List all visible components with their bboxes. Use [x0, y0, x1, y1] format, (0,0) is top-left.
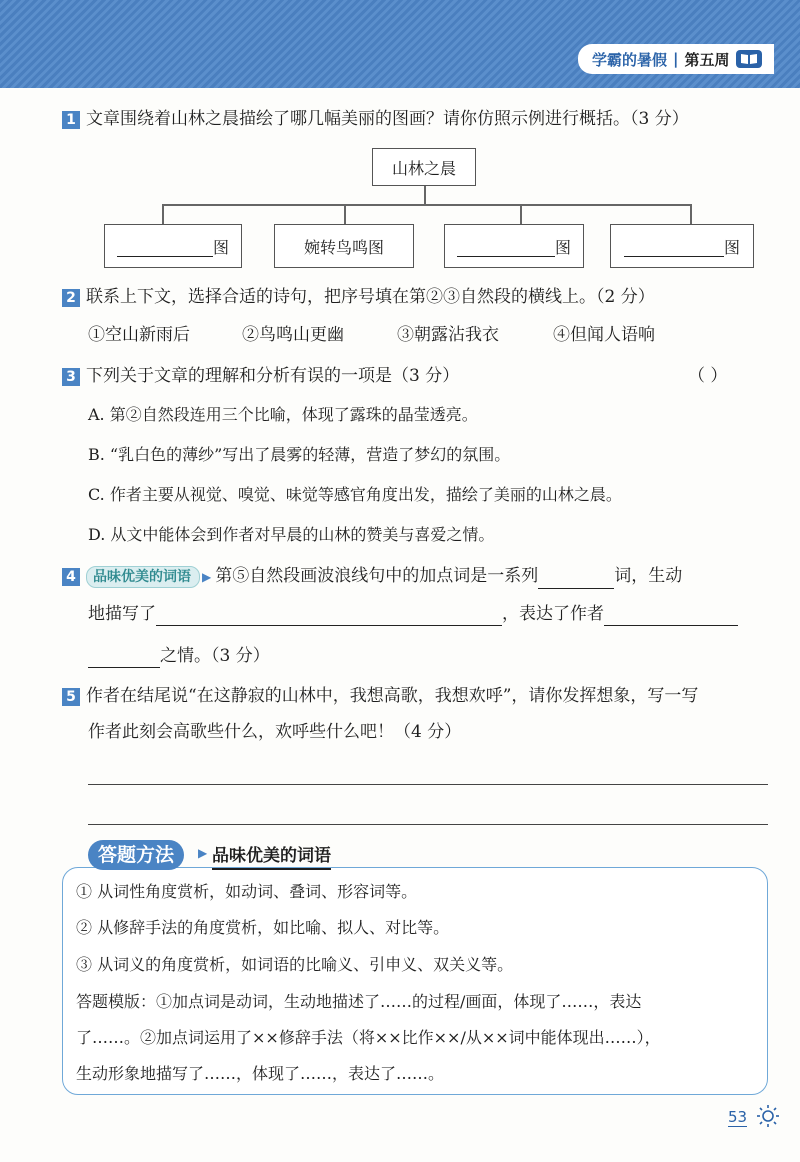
- choice-b: B. “乳白色的薄纱”写出了晨雾的轻薄，营造了梦幻的氛围。: [88, 445, 511, 464]
- method-arrow-icon: ▶: [198, 846, 208, 860]
- diagram-connector: [162, 204, 690, 206]
- writing-line[interactable]: [88, 824, 768, 825]
- box-suffix: 图: [723, 237, 740, 257]
- answer-blank[interactable]: [538, 566, 614, 589]
- question-1: [62, 107, 689, 131]
- header-tab: [578, 44, 774, 74]
- diagram-root-label: 山林之晨: [391, 158, 456, 178]
- answer-blank[interactable]: [117, 236, 213, 257]
- method-line: ② 从修辞手法的角度赏析，如比喻、拟人、对比等。: [76, 918, 450, 937]
- question-text: 词，生动: [614, 566, 683, 586]
- question-4: [62, 564, 682, 589]
- diagram-example-box: [274, 224, 414, 268]
- diagram-connector: [520, 204, 522, 224]
- sun-icon: [756, 1104, 780, 1132]
- method-line: ① 从词性角度赏析，如动词、叠词、形容词等。: [76, 882, 418, 901]
- poem-option: ④但闻人语响: [553, 325, 655, 345]
- week-label: 第五周: [684, 50, 730, 69]
- method-title: 答题方法: [88, 840, 184, 870]
- question-number: 5: [62, 688, 80, 706]
- method-line: 生动形象地描写了……，体现了……，表达了……。: [76, 1064, 445, 1083]
- question-number: 1: [62, 111, 80, 129]
- question-number: 3: [62, 368, 80, 386]
- book-title: 学霸的暑假: [592, 50, 668, 69]
- question-text: 第⑤自然段画波浪线句中的加点词是一系列: [215, 566, 539, 586]
- question-text: 下列关于文章的理解和分析有误的一项是（3 分）: [86, 366, 460, 386]
- question-5-line-2: 作者此刻会高歌些什么，欢呼些什么吧！（4 分）: [88, 722, 462, 742]
- question-number: 2: [62, 289, 80, 307]
- example-label: 婉转鸟鸣图: [303, 237, 384, 257]
- question-2: [62, 285, 655, 309]
- question-5: [62, 684, 698, 708]
- box-suffix: 图: [554, 237, 571, 257]
- choice-a: A. 第②自然段连用三个比喻，体现了露珠的晶莹透亮。: [88, 405, 478, 424]
- diagram-answer-box-3: [444, 224, 584, 268]
- question-text: 文章围绕着山林之晨描绘了哪几幅美丽的图画？请你仿照示例进行概括。（3 分）: [86, 109, 689, 129]
- question-3: [62, 364, 459, 388]
- method-line: 了……。②加点词运用了××修辞手法（将××比作××/从××词中能体现出……），: [76, 1028, 661, 1047]
- diagram-connector: [424, 186, 426, 204]
- diagram-answer-box-1: [104, 224, 242, 268]
- answer-blank[interactable]: [156, 603, 502, 626]
- diagram-root-box: [372, 148, 476, 186]
- question-text: 之情。（3 分）: [160, 646, 270, 666]
- writing-line[interactable]: [88, 784, 768, 785]
- diagram-connector: [344, 204, 346, 224]
- page-number: 53: [728, 1108, 748, 1126]
- diagram-answer-box-4: [610, 224, 754, 268]
- question-text: ，表达了作者: [502, 604, 604, 624]
- method-subtitle: 品味优美的词语: [212, 844, 331, 870]
- answer-blank[interactable]: [457, 236, 555, 257]
- answer-blank[interactable]: [624, 236, 724, 257]
- question-text: 联系上下文，选择合适的诗句，把序号填在第②③自然段的横线上。（2 分）: [86, 287, 655, 307]
- question-text: 作者在结尾说“在这静寂的山林中，我想高歌，我想欢呼”，请你发挥想象，写一写: [86, 686, 699, 706]
- choice-c: C. 作者主要从视觉、嗅觉、味觉等感官角度出发，描绘了美丽的山林之晨。: [88, 485, 622, 504]
- poem-option: ②鸟鸣山更幽: [242, 325, 344, 345]
- choice-d: D. 从文中能体会到作者对早晨的山林的赞美与喜爱之情。: [88, 525, 495, 544]
- question-4-line-3: [88, 644, 270, 668]
- poem-option: ①空山新雨后: [88, 325, 190, 345]
- skill-tag: 品味优美的词语: [86, 566, 200, 588]
- answer-blank[interactable]: [604, 603, 738, 626]
- book-icon: [736, 50, 762, 68]
- header-separator: |: [673, 50, 679, 68]
- question-number: 4: [62, 568, 80, 586]
- tag-arrow-icon: ▶: [202, 570, 212, 584]
- question-4-line-2: [88, 602, 738, 626]
- diagram-connector: [690, 204, 692, 224]
- method-line: 答题模版：①加点词是动词，生动地描述了……的过程/画面，体现了……，表达: [76, 992, 642, 1011]
- box-suffix: 图: [212, 237, 229, 257]
- question-text: 地描写了: [88, 604, 156, 624]
- answer-parentheses[interactable]: （ ）: [688, 366, 728, 386]
- diagram-connector: [162, 204, 164, 224]
- poem-option: ③朝露沾我衣: [397, 325, 499, 345]
- answer-blank[interactable]: [88, 645, 160, 668]
- method-line: ③ 从词义的角度赏析，如词语的比喻义、引申义、双关义等。: [76, 955, 514, 974]
